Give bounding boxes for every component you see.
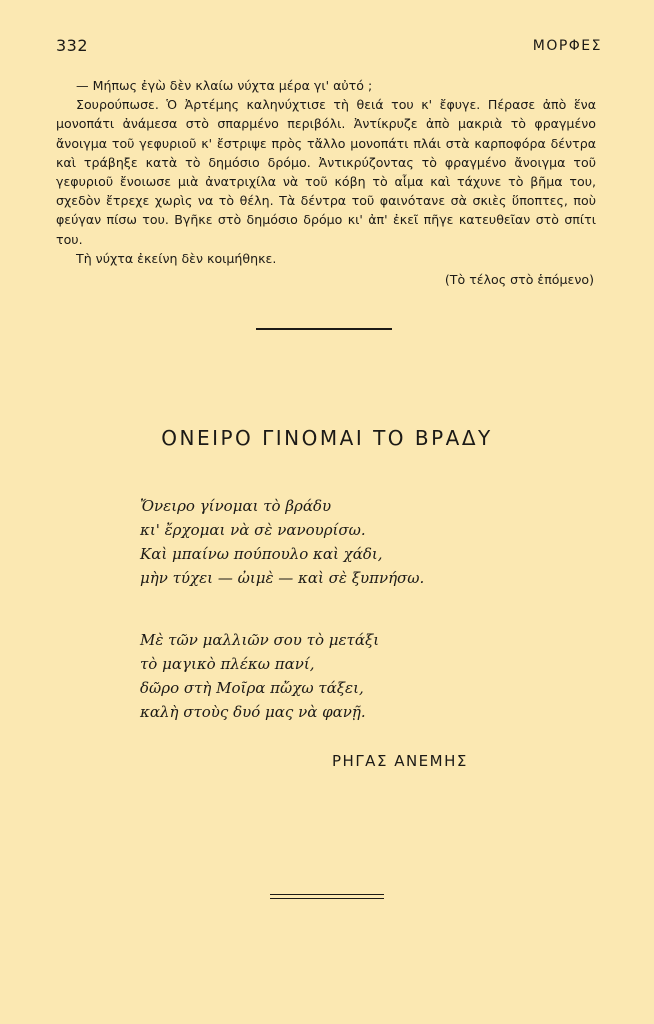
- poem-stanza: [140, 628, 379, 724]
- verse-line: Καὶ μπαίνω πούπουλο καὶ χάδι,: [140, 545, 383, 563]
- verse-line: τὸ μαγικὸ πλέκω πανί,: [140, 655, 315, 673]
- story-closing-line: Τὴ νύχτα ἐκείνη δὲν κοιμήθηκε.: [76, 250, 277, 266]
- poem-stanza: [140, 494, 424, 590]
- dialogue-line: — Μήπως ἐγὼ δὲν κλαίω νύχτα μέρα γι' αὐτό ;: [76, 78, 373, 93]
- end-divider-line: [270, 894, 384, 895]
- verse-line: καλὴ στοὺς δυό μας νὰ φανῇ.: [140, 703, 366, 721]
- running-title: ΜΟΡΦΕΣ: [532, 38, 602, 54]
- verse-line: κι' ἔρχομαι νὰ σὲ νανουρίσω.: [140, 521, 366, 539]
- verse-line: δῶρο στὴ Μοῖρα πὤχω τάξει,: [140, 679, 364, 697]
- end-divider-line: [270, 898, 384, 899]
- verse-line: μὴν τύχει — ὠιμὲ — καὶ σὲ ξυπνήσω.: [140, 569, 425, 587]
- continuation-note: (Τὸ τέλος στὸ ἑπόμενο): [444, 272, 594, 287]
- section-divider: [256, 328, 392, 330]
- verse-line: Μὲ τῶν μαλλιῶν σου τὸ μετάξι: [140, 631, 380, 649]
- end-divider: [270, 894, 384, 900]
- page-number: 332: [56, 36, 89, 55]
- poem-title: ΟΝΕΙΡΟ ΓΙΝΟΜΑΙ ΤΟ ΒΡΑΔΥ: [161, 426, 493, 450]
- verse-line: Ὄνειρο γίνομαι τὸ βράδυ: [140, 497, 332, 515]
- story-paragraph: Σουρούπωσε. Ὁ Ἀρτέμης καληνύχτισε τὴ θειά του κ' ἔφυγε. Πέρασε ἀπὸ ἕνα μονοπάτι ἀνάμεσα στὸ σπαρμένο περιβόλι. Ἀντίκρυζε ἀπὸ μακριὰ τὸ φραγμένο ἄνοιγμα τοῦ γεφυριοῦ κ' ἔστριψε πρὸς τἄλλο μονοπάτι πλάι στὰ καρποφόρα δέντρα καὶ τράβηξε κατὰ τὸ δημόσιο δρόμο. Ἀντικρύζοντας τὸ φραγμένο ἄνοιγμα τοῦ γεφυριοῦ ἔνοιωσε μιὰ ἀνατριχίλα νὰ τοῦ κόβη τὸ αἷμα καὶ τάχυνε τὸ βῆμα του, σχεδὸν ἔτρεχε χωρὶς να τὸ θέλη. Τὰ δέντρα τοῦ φαινότανε σὰ σκιὲς ὕποπτες, ποὺ φεύγαν πίσω του. Βγῆκε στὸ δημόσιο δρόμο κι' ἀπ' ἐκεῖ πῆγε κατευθεῖαν στὸ σπίτι του.: [56, 97, 596, 247]
- poem-author: ΡΗΓΑΣ ΑΝΕΜΗΣ: [332, 752, 468, 770]
- story-ending: [56, 76, 596, 268]
